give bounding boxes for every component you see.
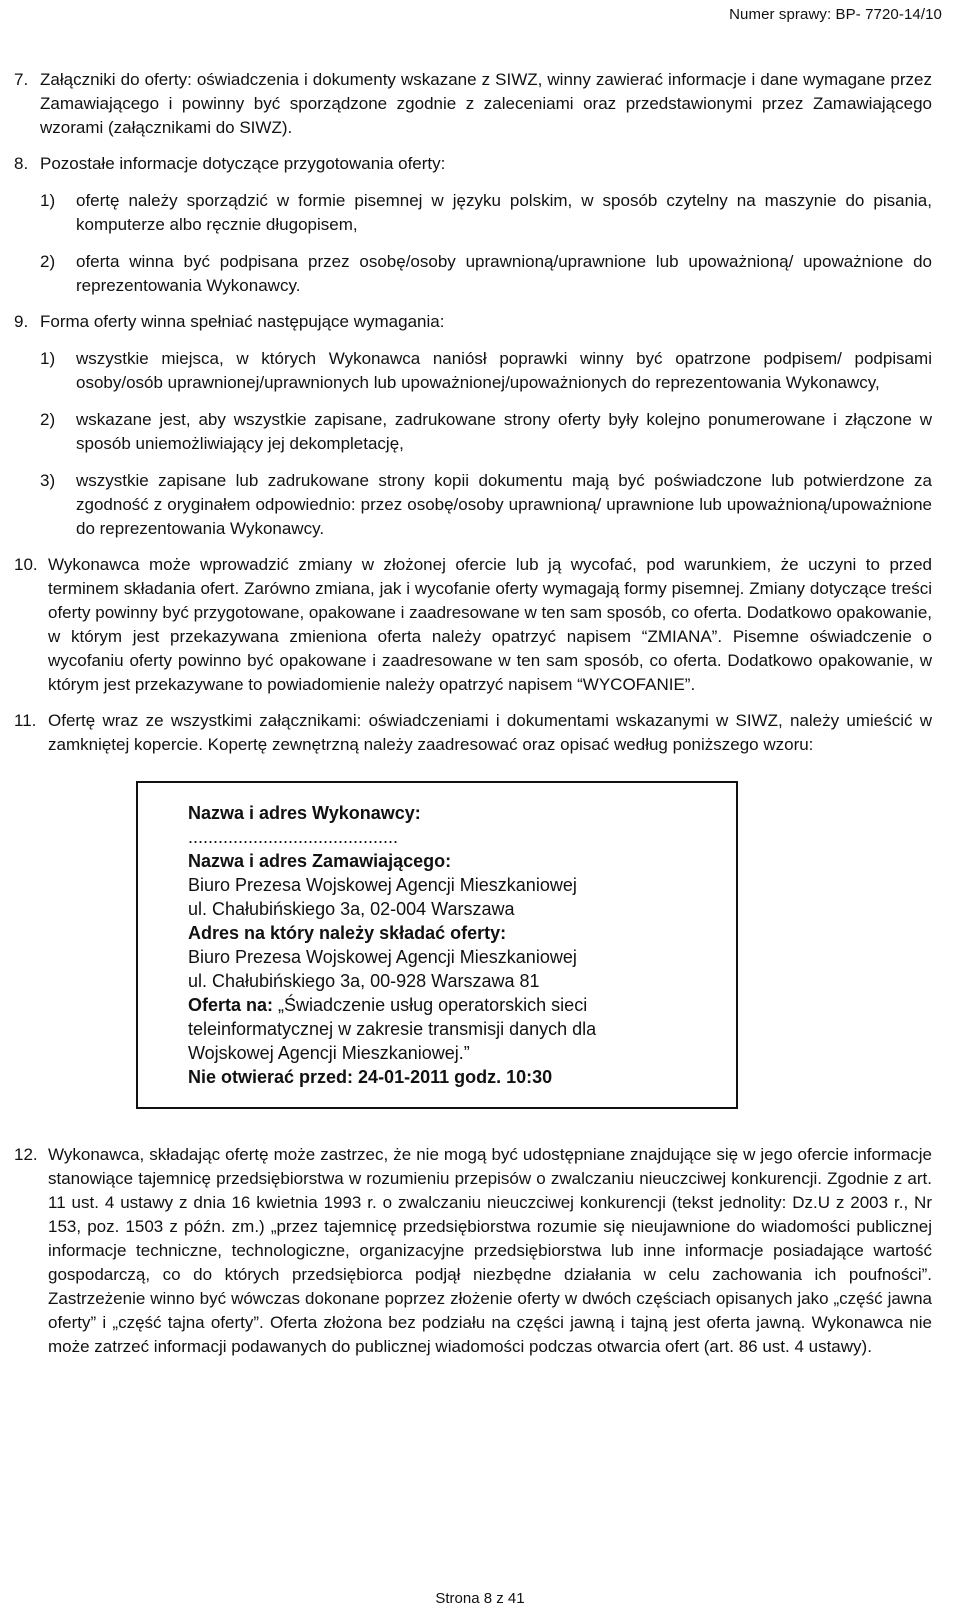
section-text: Wykonawca może wprowadzić zmiany w złożonej ofercie lub ją wycofać, pod warunkiem, że uczyni to przed terminem składania ofert. Zarówno zmiana, jak i wycofanie oferty wymagają formy pisemnej. Zmiany dotyczące treści oferty powinny być przygotowane, opakowane i zaadresowane w ten sam sposób, co oferta. Dodatkowo opakowanie, w którym jest przekazywana zmieniona oferta należy opatrzyć napisem “ZMIANA”. Pisemne oświadczenie o wycofaniu oferty powinno być opakowane i zaadresowane w ten sam sposób, co oferta. Dodatkowo opakowanie, w którym jest przekazywane to powiadomienie należy opatrzyć napisem “WYCOFANIE”.	[48, 555, 932, 694]
section-number: 12.	[14, 1145, 38, 1164]
buyer-label: Nazwa i adres Zamawiającego:	[188, 851, 452, 871]
offer-title-line3: Wojskowej Agencji Mieszkaniowej.”	[188, 1043, 470, 1063]
document-body	[14, 68, 932, 1371]
submit-name: Biuro Prezesa Wojskowej Agencji Mieszkaniowej	[188, 947, 577, 967]
list-item-number: 2)	[40, 252, 56, 271]
section-8	[14, 152, 932, 298]
section-9	[14, 310, 932, 541]
list-item-text: wszystkie miejsca, w których Wykonawca naniósł poprawki winny być opatrzone podpisem/ podpisami osoby/osób uprawnionej/uprawnionych lub upoważnionej/upoważnionych do reprezentowania Wykonawcy,	[76, 349, 932, 392]
list-item-number: 3)	[40, 471, 56, 490]
submit-label: Adres na który należy składać oferty:	[188, 923, 507, 943]
section-intro: Forma oferty winna spełniać następujące wymagania:	[40, 312, 445, 331]
list-item-number: 1)	[40, 191, 56, 210]
list-item-text: wszystkie zapisane lub zadrukowane strony kopii dokumentu mają być poświadczone lub potwierdzone za zgodność z oryginałem odpowiednio: przez osobę/osoby uprawnioną/ uprawnione lub upoważnioną/upoważnione do reprezentowania Wykonawcy.	[76, 471, 932, 538]
submit-address: ul. Chałubińskiego 3a, 00-928 Warszawa 81	[188, 971, 540, 991]
contractor-label: Nazwa i adres Wykonawcy:	[188, 803, 421, 823]
section-text: Wykonawca, składając ofertę może zastrzec, że nie mogą być udostępniane znajdujące się w jego ofercie informacje stanowiące tajemnicę przedsiębiorstwa w rozumieniu przepisów o zwalczaniu nieuczciwej konkurencji. Zgodnie z art. 11 ust. 4 ustawy z dnia 16 kwietnia 1993 r. o zwalczaniu nieuczciwej konkurencji (tekst jednolity: Dz.U z 2003 r., Nr 153, poz. 1503 z późn. zm.) „przez tajemnicę przedsiębiorstwa rozumie się nieujawnione do wiadomości publicznej informacje techniczne, technologiczne, organizacyjne przedsiębiorstwa lub inne informacje posiadające wartość gospodarczą, co do których przedsiębiorca podjął niezbędne działania w celu zachowania ich poufności”. Zastrzeżenie winno być wówczas dokonane poprzez złożenie oferty w dwóch częściach opisanych jako „część jawna oferty” i „część tajna oferty”. Oferta złożona bez podziału na części jawną i tajną jest oferta jawną. Wykonawca nie może zatrzeć informacji podawanych do publicznej wiadomości podczas otwarcia ofert (art. 86 ust. 4 ustawy).	[48, 1145, 932, 1356]
section-intro: Pozostałe informacje dotyczące przygotowania oferty:	[40, 154, 446, 173]
page-number-footer: Strona 8 z 41	[435, 1590, 525, 1607]
offer-line	[188, 993, 716, 1017]
offer-title-line2: teleinformatycznej w zakresie transmisji danych dla	[188, 1019, 597, 1039]
section-text: Załączniki do oferty: oświadczenia i dokumenty wskazane z SIWZ, winny zawierać informacje i dane wymagane przez Zamawiającego i powinny być sporządzone zgodnie z zaleceniami oraz przedstawionymi przez Zamawiającego wzorami (załącznikami do SIWZ).	[40, 70, 932, 137]
list-item	[40, 250, 932, 298]
section-number: 9.	[14, 312, 29, 331]
section-7	[14, 68, 932, 140]
buyer-name: Biuro Prezesa Wojskowej Agencji Mieszkaniowej	[188, 875, 577, 895]
section-text: Ofertę wraz ze wszystkimi załącznikami: oświadczeniami i dokumentami wskazanymi w SIWZ, należy umieścić w zamkniętej kopercie. Kopertę zewnętrzną należy zaadresować oraz opisać według poniższego wzoru:	[48, 711, 932, 754]
section-12	[14, 1143, 932, 1359]
do-not-open-notice: Nie otwierać przed: 24-01-2011 godz. 10:30	[188, 1067, 553, 1087]
list-item-text: oferta winna być podpisana przez osobę/osoby uprawnioną/uprawnione lub upoważnioną/ upoważnione do reprezentowania Wykonawcy.	[76, 252, 932, 295]
section-number: 10.	[14, 555, 38, 574]
list-item	[40, 189, 932, 237]
list-item-number: 1)	[40, 349, 56, 368]
case-number-header: Numer sprawy: BP- 7720-14/10	[729, 6, 942, 23]
list-item	[40, 347, 932, 395]
list-item	[40, 408, 932, 456]
envelope-template-box	[136, 781, 738, 1109]
section-11	[14, 709, 932, 757]
contractor-placeholder: ..........................................	[188, 827, 399, 847]
list-item-text: ofertę należy sporządzić w formie pisemnej w języku polskim, w sposób czytelny na maszynie do pisania, komputerze albo ręcznie długopisem,	[76, 191, 932, 234]
list-item-number: 2)	[40, 410, 56, 429]
section-number: 7.	[14, 70, 29, 89]
section-10	[14, 553, 932, 697]
offer-label: Oferta na:	[188, 995, 274, 1015]
list-item	[40, 469, 932, 541]
list-item-text: wskazane jest, aby wszystkie zapisane, zadrukowane strony oferty były kolejno ponumerowane i złączone w sposób uniemożliwiający jej dekompletację,	[76, 410, 932, 453]
offer-title-line1: „Świadczenie usług operatorskich sieci	[278, 995, 588, 1015]
section-number: 11.	[14, 711, 37, 730]
section-number: 8.	[14, 154, 29, 173]
buyer-address: ul. Chałubińskiego 3a, 02-004 Warszawa	[188, 899, 515, 919]
